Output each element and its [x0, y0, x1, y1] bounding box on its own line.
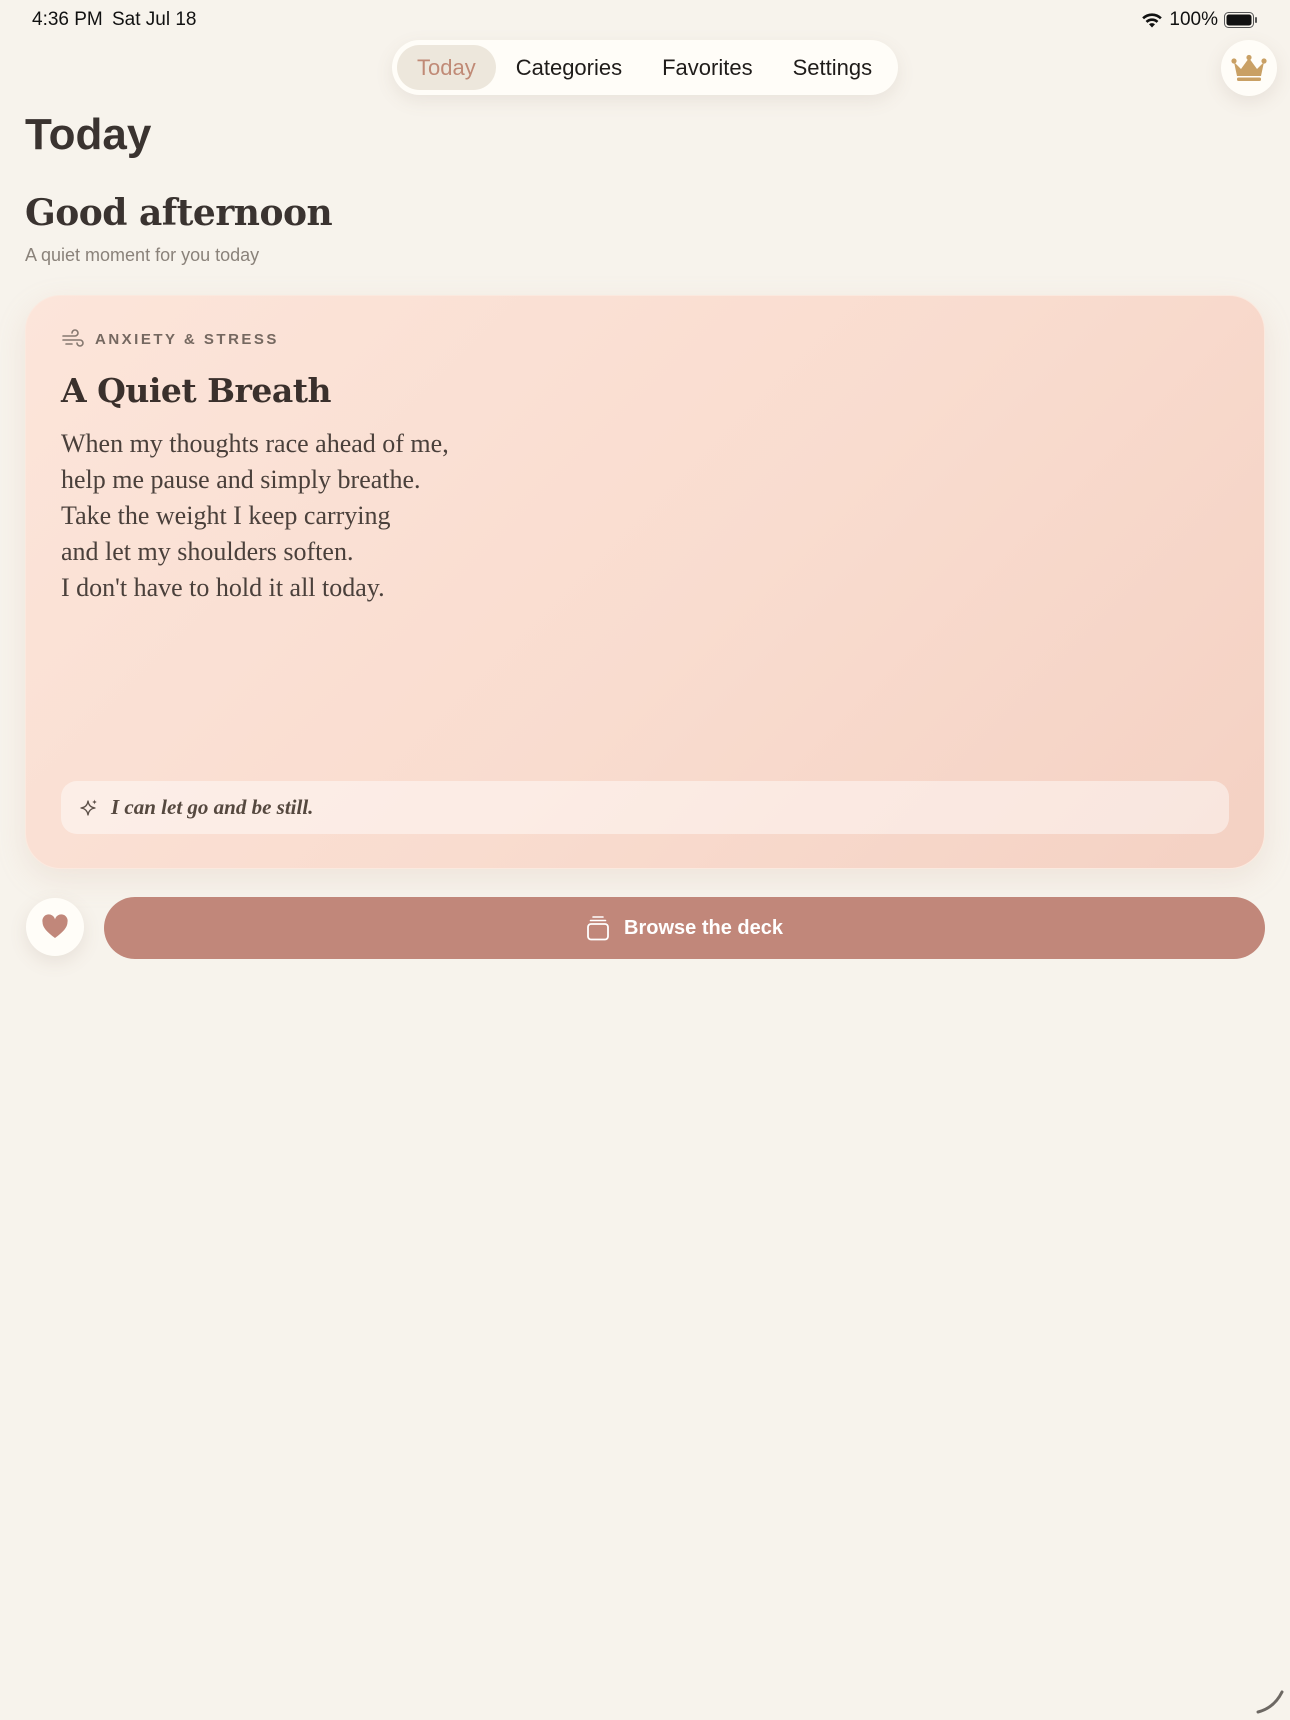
category-label: ANXIETY & STRESS: [95, 330, 279, 348]
category-tag: [61, 329, 279, 349]
top-nav: [392, 40, 898, 95]
heart-icon: [41, 914, 69, 940]
battery-icon: [1224, 12, 1258, 28]
crown-icon: [1231, 54, 1267, 82]
tab-favorites[interactable]: Favorites: [662, 54, 753, 80]
affirmation-text: I can let go and be still.: [111, 795, 314, 819]
wifi-icon: [1141, 12, 1163, 28]
battery-percent: 100%: [1169, 9, 1218, 30]
affirmation-box: [61, 781, 1229, 834]
browse-deck-label: Browse the deck: [624, 916, 783, 939]
greeting: Good afternoon: [25, 192, 333, 234]
resize-handle-icon: [1254, 1684, 1286, 1716]
status-time: 4:36 PM: [32, 9, 103, 30]
prayer-line: When my thoughts race ahead of me,: [61, 429, 449, 458]
wind-icon: [61, 329, 85, 349]
sparkle-icon: [79, 798, 99, 818]
page-title: Today: [25, 110, 152, 159]
tab-categories[interactable]: Categories: [515, 54, 623, 80]
tab-today[interactable]: Today: [397, 45, 496, 90]
premium-button[interactable]: [1221, 40, 1277, 96]
prayer-line: Take the weight I keep carrying: [61, 501, 391, 530]
prayer-line: I don't have to hold it all today.: [61, 573, 385, 602]
favorite-button[interactable]: [26, 898, 84, 956]
status-bar: [0, 0, 1290, 40]
browse-deck-button[interactable]: [104, 897, 1265, 959]
prayer-title: A Quiet Breath: [61, 371, 331, 410]
status-date: Sat Jul 18: [112, 9, 197, 30]
greeting-subtitle: A quiet moment for you today: [25, 245, 260, 265]
prayer-line: help me pause and simply breathe.: [61, 465, 421, 494]
cards-icon: [586, 915, 610, 941]
status-indicators: [1141, 9, 1258, 31]
prayer-line: and let my shoulders soften.: [61, 537, 354, 566]
prayer-card[interactable]: [25, 295, 1265, 869]
prayer-text: [61, 426, 449, 606]
tab-settings[interactable]: Settings: [792, 54, 873, 80]
